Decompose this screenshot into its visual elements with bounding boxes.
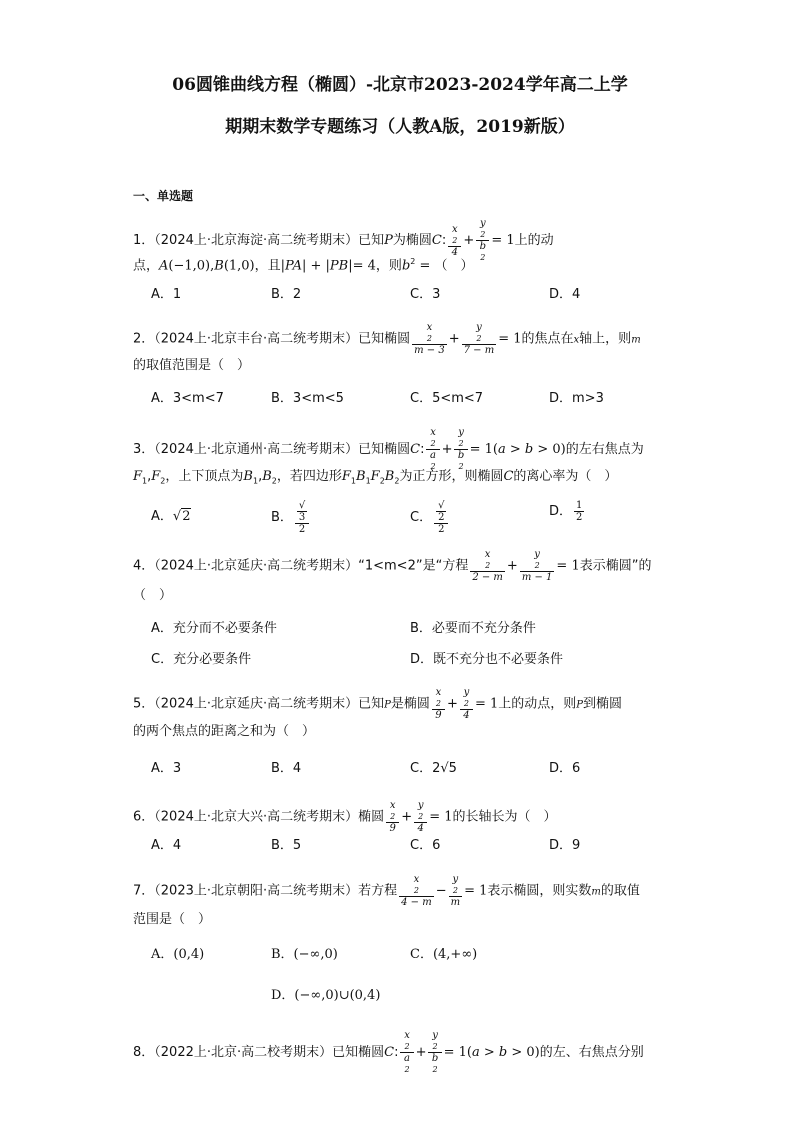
question-1-option-c[interactable]: C．3 [410,287,441,302]
question-6-option-a[interactable]: A．4 [151,838,182,853]
question-7-option-c[interactable]: C．(4,+∞) [410,947,478,962]
question-1-option-b[interactable]: B．2 [271,287,302,302]
question-4-option-d[interactable]: D．既不充分也不必要条件 [410,652,564,667]
question-3-option-b[interactable]: B． √ 3 2 [271,500,311,535]
question-7-option-b[interactable]: B．(−∞,0) [271,947,338,962]
question-8-line-1: 8．（2022上·北京·高二校考期末）已知椭圆C: x 2 a 2 + y 2 b 2 = 1(a > b > 0)的左、右焦点分别 [133,1030,644,1074]
question-2-line-2: 的取值范围是（ ） [133,358,251,373]
question-5-option-d[interactable]: D．6 [549,761,581,776]
question-1-line-2: 点，A(−1,0),B(1,0)，且|PA| + |PB|= 4，则$b^2$ = （ ） [133,257,474,274]
question-5-line-2: 的两个焦点的距离之和为（ ） [133,724,316,739]
question-2-option-b[interactable]: B．3<m<5 [271,391,344,406]
question-2-option-a[interactable]: A．3<m<7 [151,391,224,406]
question-7-option-d[interactable]: D．(−∞,0)∪(0,4) [271,988,381,1003]
question-2-line-1: 2．（2024上·北京丰台·高二统考期末）已知椭圆 x 2 m − 3 + y 2 7 − m = 1的焦点在x轴上，则m [133,322,641,356]
question-2-option-d[interactable]: D．m>3 [549,391,604,406]
question-5-option-b[interactable]: B．4 [271,761,302,776]
question-4-option-a[interactable]: A．充分而不必要条件 [151,621,277,636]
question-5-option-c[interactable]: C．2√5 [410,761,457,776]
page-title-line-2: 期期末数学专题练习（人教A版，2019新版） [225,117,575,137]
question-6-option-d[interactable]: D．9 [549,838,581,853]
question-2-option-c[interactable]: C．5<m<7 [410,391,484,406]
question-3-line-2: $F_1,F_2$，上下顶点为$B_1,B_2$，若四边形$F_1B_1F_2B_2$为正方形，则椭圆C的离心率为（ ） [133,469,618,486]
question-3-line-1: 3．（2024上·北京通州·高二统考期末）已知椭圆C: x 2 a 2 + y 2 b 2 = 1(a > b > 0)的左右焦点为 [133,427,644,471]
question-7-option-a[interactable]: A．(0,4) [151,947,205,962]
question-3-option-a[interactable]: A．√2 [151,509,191,524]
page-title-line-1: 06圆锥曲线方程（椭圆）-北京市2023-2024学年高二上学 [172,75,628,95]
question-1-option-a[interactable]: A．1 [151,287,182,302]
question-3-option-c[interactable]: C． √ 2 2 [410,500,450,535]
question-7-line-2: 范围是（ ） [133,912,212,927]
question-5-option-a[interactable]: A．3 [151,761,182,776]
question-7-line-1: 7．（2023上·北京朝阳·高二统考期末）若方程 x 2 4 − m − y 2 m = 1表示椭圆，则实数m的取值 [133,874,640,908]
question-6-option-b[interactable]: B．5 [271,838,302,853]
question-6-option-c[interactable]: C．6 [410,838,441,853]
question-6-line-1: 6．（2024上·北京大兴·高二统考期末）椭圆 x 2 9 + y 2 4 = 1的长轴长为（ ） [133,800,557,834]
question-5-line-1: 5．（2024上·北京延庆·高二统考期末）已知P是椭圆 x 2 9 + y 2 4 = 1上的动点，则P到椭圆 [133,687,623,721]
question-4-line-2: （ ） [133,588,173,603]
question-3-option-d[interactable]: D． $\frac{1}{2}$ [549,500,583,523]
question-4-option-b[interactable]: B．必要而不充分条件 [410,621,536,636]
question-4-line-1: 4．（2024上·北京延庆·高二统考期末）“1<m<2”是“方程 x 2 2 − m + y 2 m − 1 = 1表示椭圆”的 [133,549,652,583]
question-1-line-1: 1．（2024上·北京海淀·高二统考期末）已知P为椭圆C: x 2 4 + y 2 b 2 = 1上的动 [133,218,554,262]
question-4-option-c[interactable]: C．充分必要条件 [151,652,252,667]
section-heading: 一、单选题 [133,189,194,203]
question-1-option-d[interactable]: D．4 [549,287,581,302]
